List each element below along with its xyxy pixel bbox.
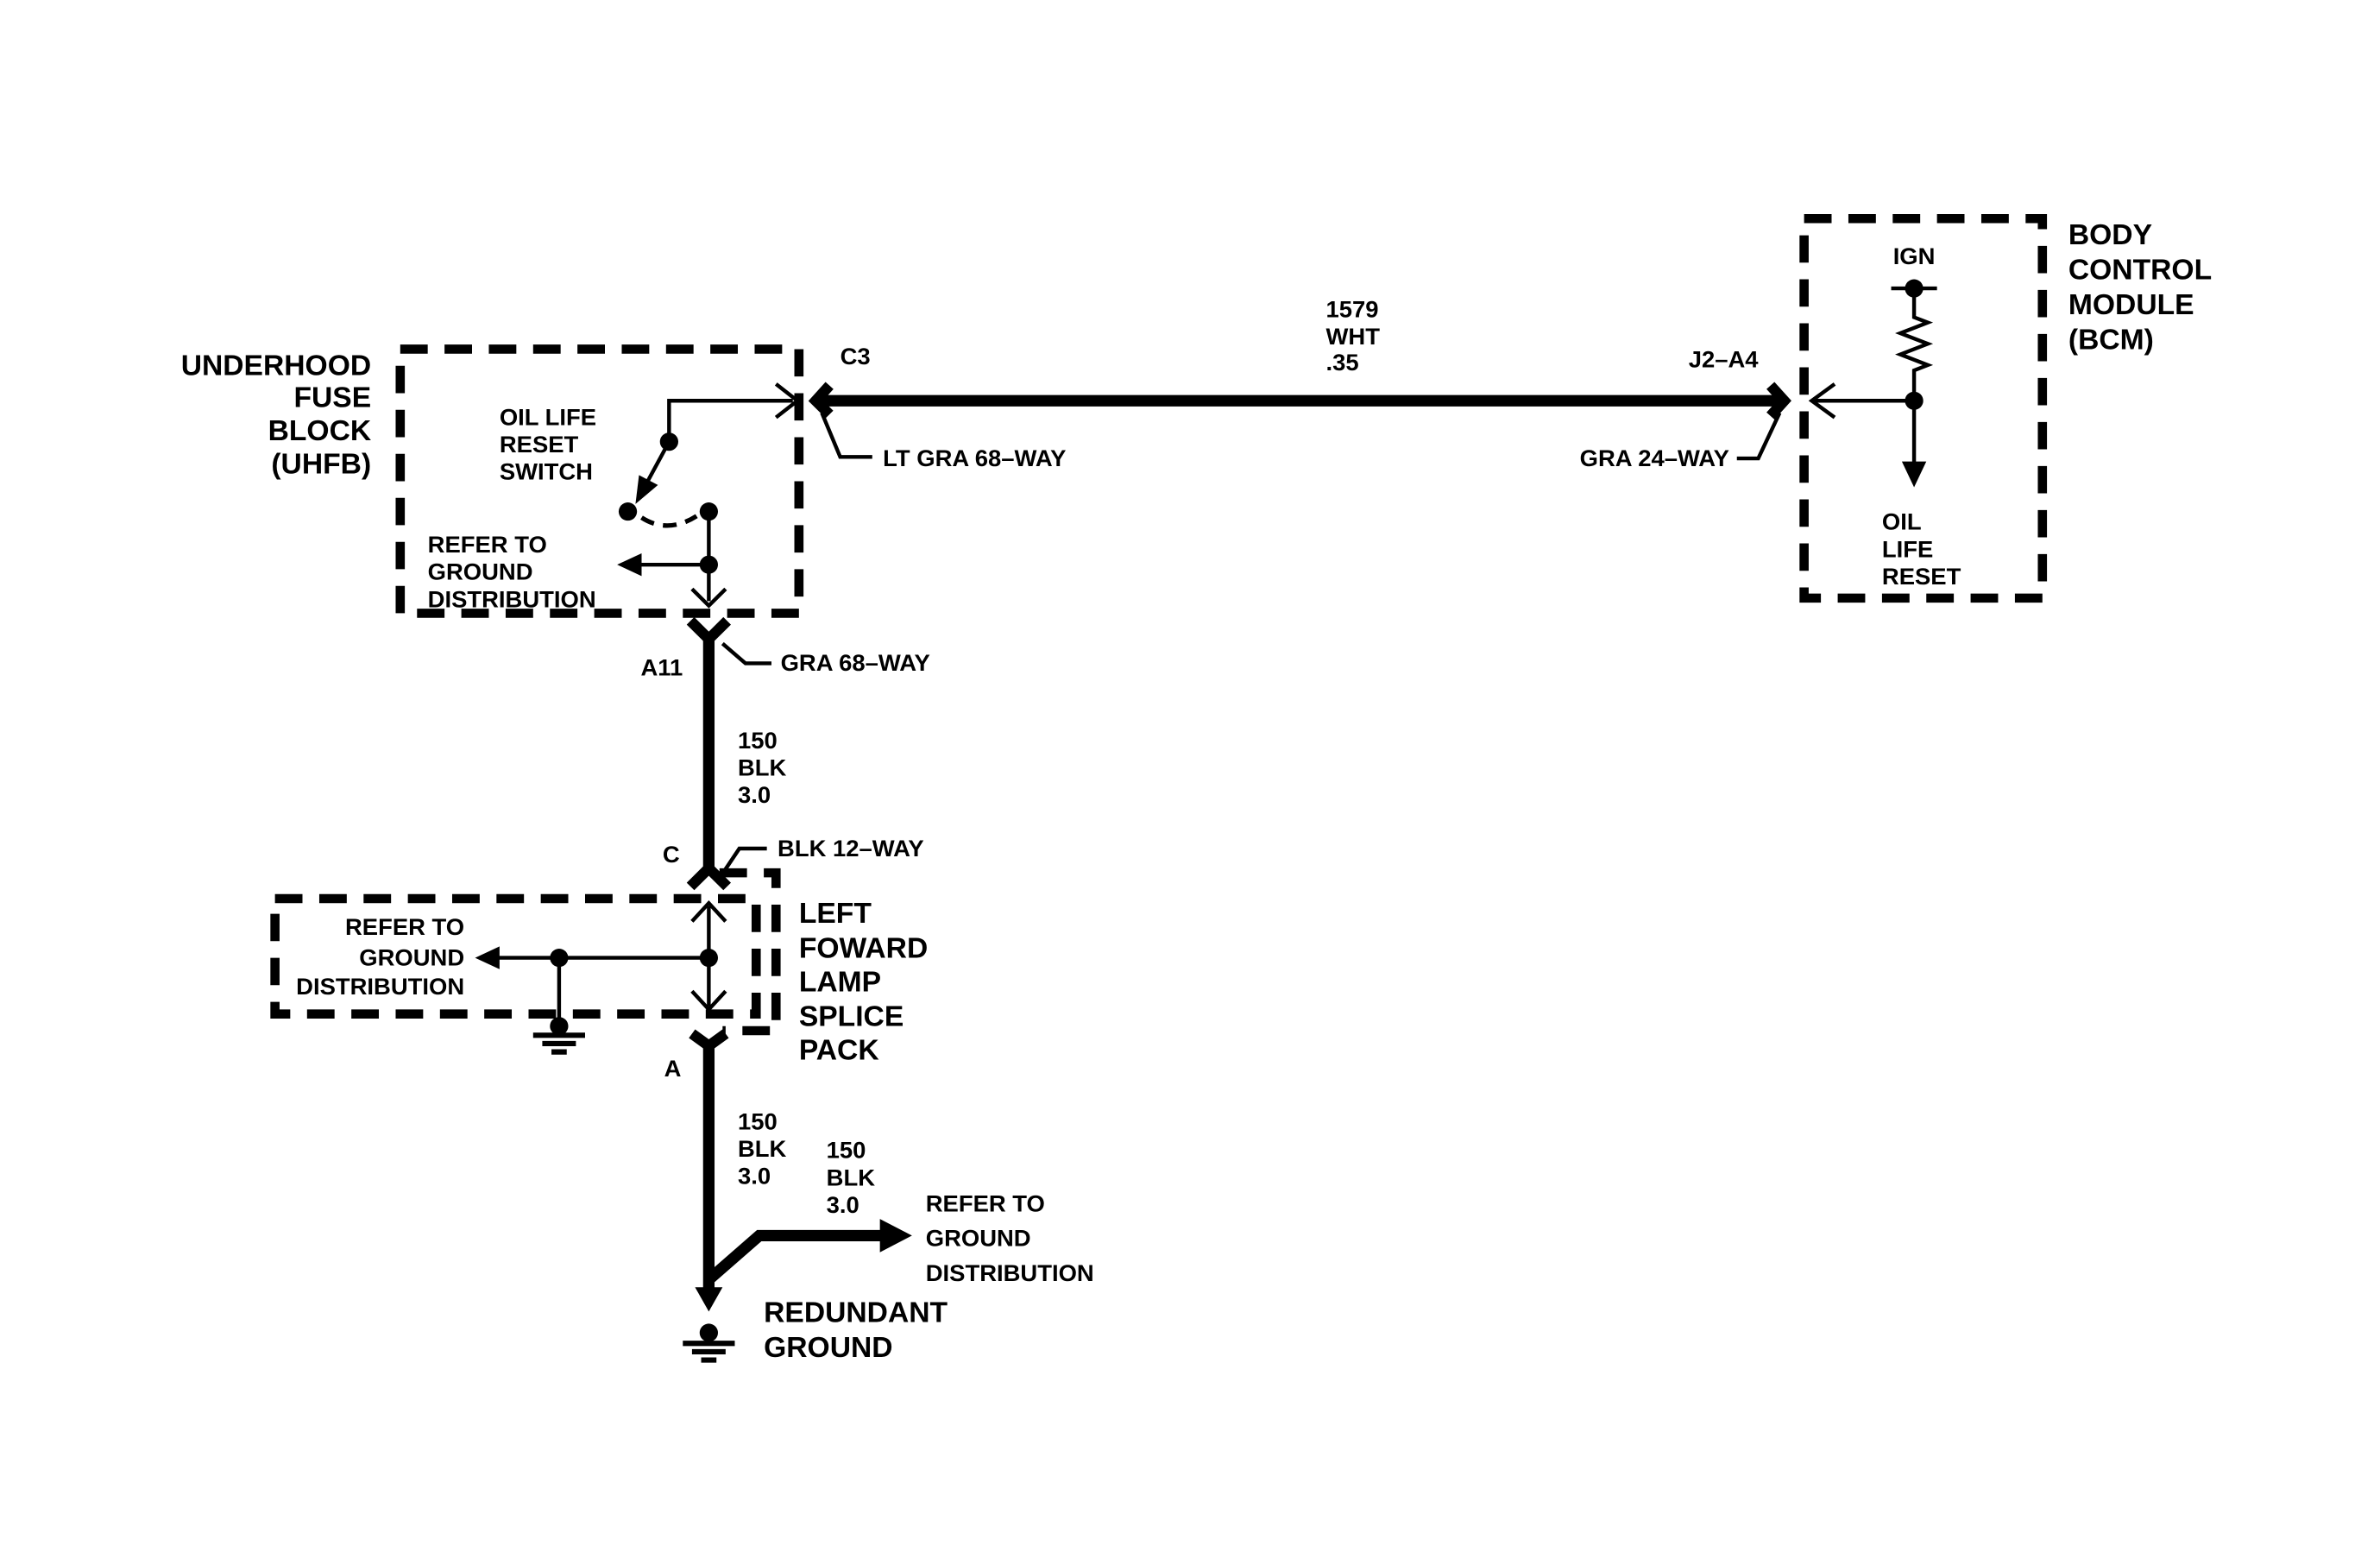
redundant-ground-label: REDUNDANT [764, 1297, 948, 1329]
bcm-function-label: LIFE [1881, 535, 1934, 563]
connector-chevron-icon [692, 1034, 726, 1046]
splice-refer-ground-label: DISTRIBUTION [296, 972, 465, 1000]
bottom-refer-ground-label: REFER TO [925, 1190, 1045, 1217]
terminal-a-label: A [664, 1054, 682, 1082]
ground-symbol-icon [683, 1343, 734, 1360]
splice-title-line: LAMP [798, 966, 882, 999]
wire-1579-label: WHT [1325, 323, 1380, 350]
uhfb-module [181, 349, 799, 613]
bcm-title-line: (BCM) [2068, 324, 2154, 357]
splice-title-line: SPLICE [798, 1000, 904, 1033]
connector-chevron-icon [690, 621, 727, 639]
bcm-function-label: OIL [1881, 508, 1922, 535]
wire-1579-label: .35 [1325, 349, 1359, 376]
ign-label: IGN [1892, 243, 1936, 269]
switch-blade-line [648, 442, 670, 482]
reset-signal-arrowhead-icon [1902, 462, 1926, 488]
branch-arrowhead-icon [880, 1219, 912, 1253]
splice-title-line: FOWARD [798, 932, 929, 965]
to-ground-arrowhead-icon [617, 553, 641, 576]
bcm-title-line: BODY [2068, 219, 2153, 252]
redundant-ground-label: GROUND [764, 1332, 893, 1365]
wire-150-label: 150 [738, 727, 778, 754]
bcm-title-line: CONTROL [2068, 254, 2213, 287]
wire-1579 [815, 296, 1784, 471]
uhfb-title-line: UNDERHOOD [180, 350, 372, 382]
j2a4-connector-type-label: GRA 24–WAY [1579, 444, 1729, 471]
wire-150-label: 3.0 [738, 781, 771, 809]
branch-wire-line [708, 1235, 883, 1279]
wire-150-lower [664, 1034, 1094, 1365]
wire-1579-label: 1579 [1325, 295, 1379, 323]
to-ground-arrowhead-icon [475, 946, 500, 969]
ign-terminal-dot [1905, 280, 1923, 298]
oil-life-reset-switch-symbol [617, 384, 797, 606]
ground-symbol-icon [533, 1035, 585, 1051]
wire-150-label: 3.0 [738, 1162, 771, 1190]
uhfb-title-line: FUSE [293, 382, 372, 414]
bottom-refer-ground-label: GROUND [925, 1224, 1031, 1252]
connector-j2a4-label: J2–A4 [1688, 345, 1759, 373]
bottom-refer-ground-label: DISTRIBUTION [925, 1259, 1094, 1287]
uhfb-refer-ground-label: GROUND [427, 558, 533, 585]
a11-type-leader-line [722, 644, 771, 664]
junction-dot [700, 949, 718, 967]
switch-blade-arrowhead-icon [635, 475, 658, 503]
wire-150-branch-label: 150 [826, 1136, 866, 1164]
splice-refer-ground-label: GROUND [359, 943, 465, 971]
uhfb-title-line: BLOCK [268, 415, 372, 447]
splice-title-line: PACK [798, 1034, 879, 1067]
splice-title-line: LEFT [798, 898, 872, 931]
wire-150-branch-label: BLK [826, 1164, 876, 1191]
c3-connector-type-label: LT GRA 68–WAY [883, 444, 1067, 471]
uhfb-refer-ground-label: DISTRIBUTION [427, 585, 596, 613]
wire-150-branch-label: 3.0 [826, 1191, 859, 1219]
switch-terminal-dot [619, 502, 637, 521]
wire-150-label: BLK [738, 754, 787, 781]
connector-c3-label: C3 [840, 343, 871, 370]
c-connector-type-label: BLK 12–WAY [778, 834, 924, 861]
resistor-icon [1900, 296, 1928, 398]
oil-life-reset-switch-label: SWITCH [499, 458, 594, 485]
ground-dot [700, 1323, 718, 1341]
wire-150-label: BLK [738, 1135, 787, 1162]
wire-150-label: 150 [738, 1107, 778, 1135]
bcm-title-line: MODULE [2068, 289, 2194, 321]
splice-refer-ground-label: REFER TO [345, 913, 465, 941]
oil-life-reset-switch-label: RESET [499, 431, 579, 458]
a11-connector-type-label: GRA 68–WAY [780, 649, 930, 677]
c3-type-leader-line [822, 413, 872, 457]
terminal-a11-label: A11 [640, 653, 683, 681]
j2a4-type-leader-line [1737, 413, 1780, 458]
uhfb-title-line: (UHFB) [271, 448, 372, 481]
ground-arrowhead-icon [695, 1287, 722, 1311]
bcm-function-label: RESET [1881, 563, 1961, 590]
oil-life-reset-switch-label: OIL LIFE [499, 403, 597, 431]
splice-pack-module [275, 873, 929, 1066]
terminal-c-label: C [662, 840, 680, 868]
uhfb-refer-ground-label: REFER TO [427, 531, 547, 558]
ground-dot [550, 1017, 568, 1035]
switch-travel-arc [641, 516, 696, 526]
wire-150-upper [641, 621, 930, 887]
switch-feed-line [669, 401, 792, 434]
bcm-module [1804, 218, 2213, 598]
